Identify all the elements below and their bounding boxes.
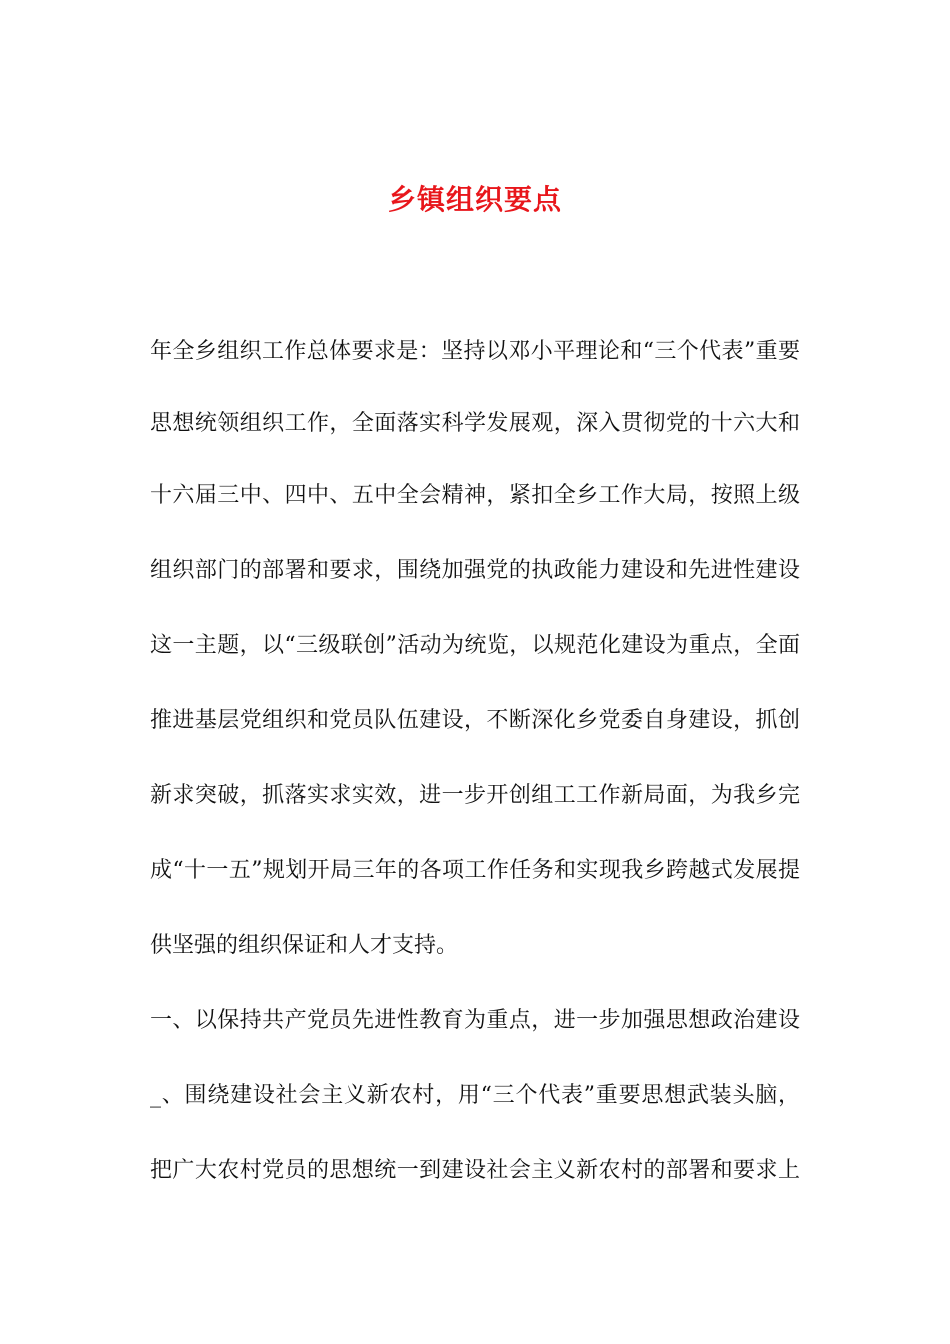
- body-line: 成“十一五”规划开局三年的各项工作任务和实现我乡跨越式发展提: [150, 858, 800, 883]
- body-line: 推进基层党组织和党员队伍建设，不断深化乡党委自身建设，抓创: [150, 708, 800, 733]
- body-line: 思想统领组织工作，全面落实科学发展观，深入贯彻党的十六大和: [150, 411, 800, 436]
- section-heading: 一、以保持共产党员先进性教育为重点，进一步加强思想政治建设: [150, 1008, 800, 1033]
- body-line: 这一主题，以“三级联创”活动为统览，以规范化建设为重点，全面: [150, 633, 800, 658]
- body-line: 新求突破，抓落实求实效，进一步开创组工工作新局面，为我乡完: [150, 783, 800, 808]
- body-line: 十六届三中、四中、五中全会精神，紧扣全乡工作大局，按照上级: [150, 483, 800, 508]
- body-line: 供坚强的组织保证和人才支持。: [150, 933, 459, 958]
- body-line: 把广大农村党员的思想统一到建设社会主义新农村的部署和要求上: [150, 1158, 800, 1183]
- body-line: _、围绕建设社会主义新农村，用“三个代表”重要思想武装头脑，: [150, 1083, 800, 1108]
- body-line: 年全乡组织工作总体要求是：坚持以邓小平理论和“三个代表”重要: [150, 339, 800, 364]
- document-title: 乡镇组织要点: [387, 183, 562, 216]
- body-line: 组织部门的部署和要求，围绕加强党的执政能力建设和先进性建设: [150, 558, 800, 583]
